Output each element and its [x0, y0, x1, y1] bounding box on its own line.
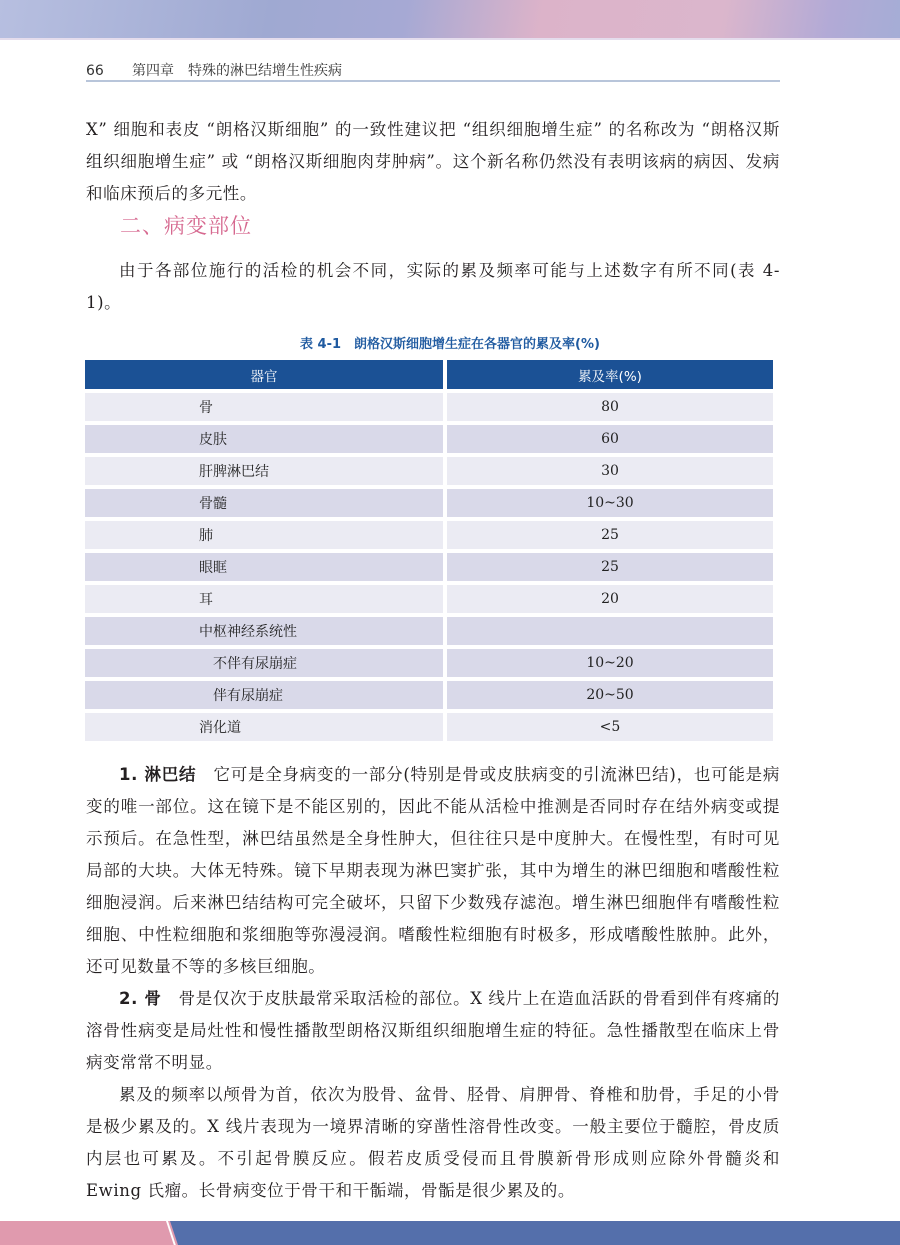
- table-row: [85, 617, 773, 645]
- header-banner: [0, 0, 900, 38]
- organ-cell: 中枢神经系统性: [85, 617, 443, 645]
- organ-cell: 肺: [85, 521, 443, 549]
- rate-cell: 20~50: [447, 681, 773, 709]
- rate-cell: 30: [447, 457, 773, 485]
- paragraph-bone-frequency: [86, 1079, 780, 1207]
- table-row: [85, 649, 773, 677]
- paragraph-lead: 1. 淋巴结: [119, 765, 197, 784]
- rate-cell: 10~30: [447, 489, 773, 517]
- organ-cell: 耳: [85, 585, 443, 613]
- section-title: 二、病变部位: [120, 214, 252, 238]
- table-row: [85, 457, 773, 485]
- intro-paragraph: [86, 114, 780, 210]
- paragraph-bone: [86, 983, 780, 1079]
- running-head: [86, 60, 342, 80]
- rate-cell: 10~20: [447, 649, 773, 677]
- rate-cell: 25: [447, 553, 773, 581]
- table-row: [85, 713, 773, 741]
- rate-cell: <5: [447, 713, 773, 741]
- table-header-row: [85, 360, 773, 389]
- footer-band-blue: [170, 1221, 900, 1245]
- table-row: [85, 681, 773, 709]
- organ-cell: 伴有尿崩症: [85, 681, 443, 709]
- body-section: [86, 759, 780, 1207]
- rate-cell: [447, 617, 773, 645]
- banner-divider: [0, 38, 900, 40]
- table-row: [85, 425, 773, 453]
- table-row: [85, 553, 773, 581]
- involvement-table: [81, 356, 777, 745]
- header-rule: [86, 80, 780, 82]
- table-row: [85, 489, 773, 517]
- intro-text: X” 细胞和表皮 “朗格汉斯细胞” 的一致性建议把 “组织细胞增生症” 的名称改为 “朗格汉斯组织细胞增生症” 或 “朗格汉斯细胞肉芽肿病”。这个新名称仍然没有表明该病的病因、发病和临床预后的多元性。: [86, 120, 780, 203]
- table-caption: 表 4-1 朗格汉斯细胞增生症在各器官的累及率(%): [300, 337, 600, 352]
- table-row: [85, 393, 773, 421]
- organ-cell: 肝脾淋巴结: [85, 457, 443, 485]
- header-organ: 器官: [85, 360, 443, 389]
- rate-cell: 25: [447, 521, 773, 549]
- chapter-title: 第四章 特殊的淋巴结增生性疾病: [132, 63, 342, 79]
- paragraph-text: 它可是全身病变的一部分(特别是骨或皮肤病变的引流淋巴结)，也可能是病变的唯一部位。这在镜下是不能区别的，因此不能从活检中推测是否同时存在结外病变或提示预后。在急性型，淋巴结虽然是全身性肿大，但往往只是中度肿大。在慢性型，有时可见局部的大块。大体无特殊。镜下早期表现为淋巴窦扩张，其中为增生的淋巴细胞和嗜酸性粒细胞浸润。后来淋巴结结构可完全破坏，只留下少数残存滤泡。增生淋巴细胞伴有嗜酸性粒细胞、中性粒细胞和浆细胞等弥漫浸润。嗜酸性粒细胞有时极多，形成嗜酸性脓肿。此外，还可见数量不等的多核巨细胞。: [86, 765, 780, 976]
- table-row: [85, 585, 773, 613]
- header-rate: 累及率(%): [447, 360, 773, 389]
- organ-cell: 皮肤: [85, 425, 443, 453]
- section-intro: [86, 255, 780, 319]
- paragraph-lead: 2. 骨: [119, 989, 162, 1008]
- organ-cell: 不伴有尿崩症: [85, 649, 443, 677]
- page-number: 66: [86, 63, 104, 79]
- rate-cell: 60: [447, 425, 773, 453]
- paragraph-text: 累及的频率以颅骨为首，依次为股骨、盆骨、胫骨、肩胛骨、脊椎和肋骨，手足的小骨是极少累及的。X 线片表现为一境界清晰的穿凿性溶骨性改变。一般主要位于髓腔，骨皮质内层也可累及。不引起骨膜反应。假若皮质受侵而且骨膜新骨形成则应除外骨髓炎和 Ewing 氏瘤。长骨病变位于骨干和干骺端，骨骺是很少累及的。: [86, 1085, 780, 1200]
- organ-cell: 骨: [85, 393, 443, 421]
- organ-cell: 消化道: [85, 713, 443, 741]
- paragraph-text: 骨是仅次于皮肤最常采取活检的部位。X 线片上在造血活跃的骨看到伴有疼痛的溶骨性病变是局灶性和慢性播散型朗格汉斯组织细胞增生症的特征。急性播散型在临床上骨病变常常不明显。: [86, 989, 780, 1072]
- rate-cell: 80: [447, 393, 773, 421]
- paragraph-lymph-node: [86, 759, 780, 983]
- table-row: [85, 521, 773, 549]
- rate-cell: 20: [447, 585, 773, 613]
- footer-band-pink: [0, 1221, 182, 1245]
- section-intro-text: 由于各部位施行的活检的机会不同，实际的累及频率可能与上述数字有所不同(表 4-1)。: [86, 261, 780, 312]
- organ-cell: 眼眶: [85, 553, 443, 581]
- organ-cell: 骨髓: [85, 489, 443, 517]
